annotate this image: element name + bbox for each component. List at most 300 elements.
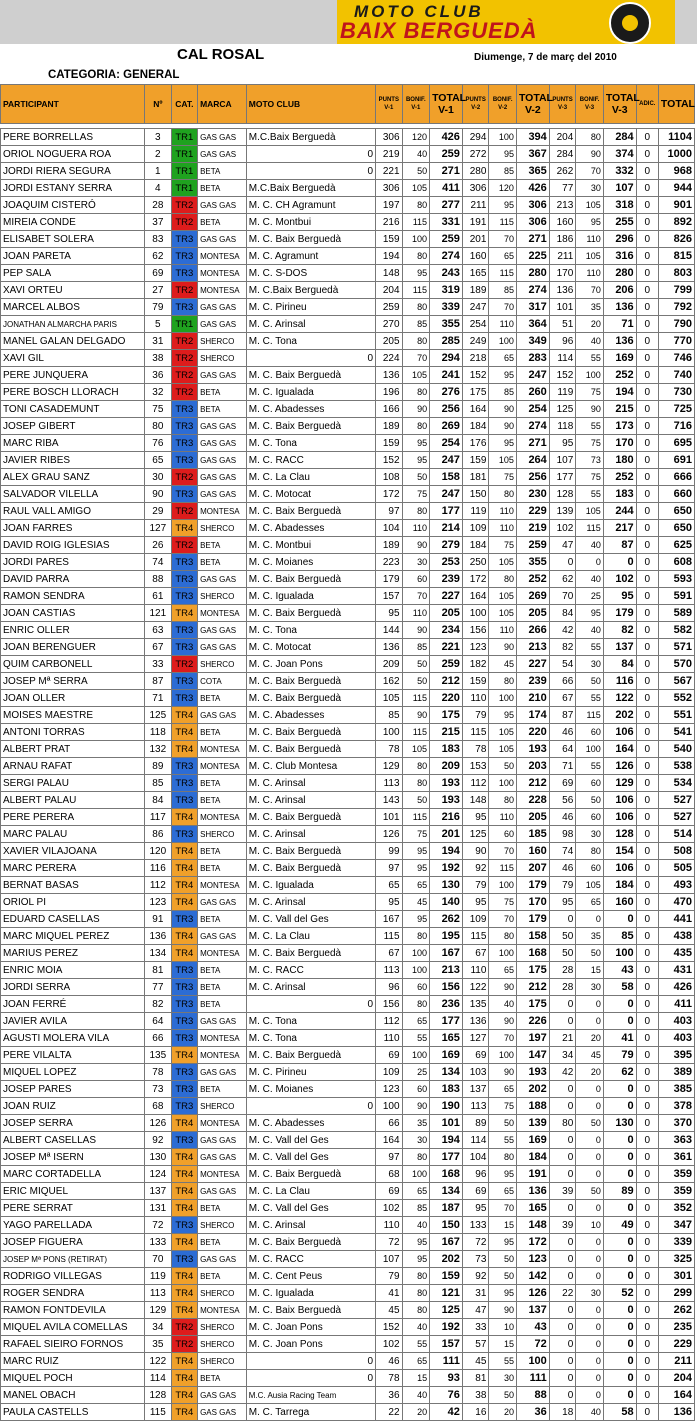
cell-total-v2: 283 xyxy=(516,350,549,367)
cell-grand-total: 746 xyxy=(658,350,694,367)
cell-adic: 0 xyxy=(636,401,658,418)
cell-marca: GAS GAS xyxy=(198,486,247,503)
cell-adic: 0 xyxy=(636,605,658,622)
cell-club: M. C. Igualada xyxy=(246,384,375,401)
cell-marca: GAS GAS xyxy=(198,571,247,588)
cell-bonif-v3: 55 xyxy=(576,418,604,435)
cell-participant: ALBERT PALAU xyxy=(1,792,145,809)
table-row xyxy=(1,758,695,775)
cell-number: 27 xyxy=(145,282,171,299)
cell-club: M. C. Arinsal xyxy=(246,894,375,911)
cell-grand-total: 1104 xyxy=(658,129,694,146)
cell-bonif-v3: 0 xyxy=(576,1098,604,1115)
cell-bonif-v3: 105 xyxy=(576,877,604,894)
cell-marca: GAS GAS xyxy=(198,1404,247,1421)
cell-bonif-v2: 90 xyxy=(489,1064,517,1081)
cell-total-v3: 82 xyxy=(603,622,636,639)
cell-total-v1: 259 xyxy=(430,146,463,163)
cell-bonif-v3: 50 xyxy=(576,792,604,809)
cell-punts-v2: 100 xyxy=(462,605,488,622)
table-row xyxy=(1,452,695,469)
cell-bonif-v1: 80 xyxy=(402,1285,430,1302)
cell-punts-v1: 46 xyxy=(376,1353,402,1370)
cell-punts-v3: 0 xyxy=(549,1234,575,1251)
cell-total-v2: 148 xyxy=(516,1217,549,1234)
cell-punts-v2: 47 xyxy=(462,1302,488,1319)
cell-bonif-v3: 0 xyxy=(576,1013,604,1030)
cell-total-v2: 274 xyxy=(516,418,549,435)
cell-club: M. C. Baix Berguedà xyxy=(246,1047,375,1064)
cell-punts-v1: 113 xyxy=(376,962,402,979)
cell-club: M. C. Tona xyxy=(246,435,375,452)
cell-category: TR2 xyxy=(171,350,197,367)
cell-total-v2: 271 xyxy=(516,435,549,452)
cell-punts-v1: 105 xyxy=(376,690,402,707)
cell-punts-v2: 250 xyxy=(462,554,488,571)
cell-bonif-v3: 73 xyxy=(576,452,604,469)
cell-bonif-v2: 70 xyxy=(489,299,517,316)
cell-total-v3: 0 xyxy=(603,1098,636,1115)
cell-punts-v3: 0 xyxy=(549,1166,575,1183)
cell-participant: JONATHAN ALMARCHA PARIS xyxy=(1,316,145,333)
cell-number: 5 xyxy=(145,316,171,333)
cell-marca: BETA xyxy=(198,214,247,231)
cell-total-v3: 89 xyxy=(603,1183,636,1200)
cell-punts-v1: 259 xyxy=(376,299,402,316)
cell-punts-v3: 39 xyxy=(549,1217,575,1234)
cell-bonif-v2: 100 xyxy=(489,129,517,146)
cell-total-v1: 159 xyxy=(430,1268,463,1285)
cell-number: 35 xyxy=(145,1336,171,1353)
cell-bonif-v2: 80 xyxy=(489,928,517,945)
cell-adic: 0 xyxy=(636,486,658,503)
cell-bonif-v3: 20 xyxy=(576,1064,604,1081)
cell-adic: 0 xyxy=(636,1149,658,1166)
cell-bonif-v2: 95 xyxy=(489,1285,517,1302)
cell-punts-v1: 101 xyxy=(376,809,402,826)
cell-participant: RAFAEL SIEIRO FORNOS xyxy=(1,1336,145,1353)
cell-bonif-v3: 0 xyxy=(576,1234,604,1251)
cell-total-v3: 0 xyxy=(603,1132,636,1149)
cell-punts-v2: 90 xyxy=(462,843,488,860)
cell-adic: 0 xyxy=(636,1251,658,1268)
cell-participant: JAVIER AVILA xyxy=(1,1013,145,1030)
cell-marca: SHERCO xyxy=(198,350,247,367)
cell-club: M. C. La Clau xyxy=(246,928,375,945)
cell-club: M. C. Baix Berguedà xyxy=(246,724,375,741)
cell-punts-v3: 82 xyxy=(549,639,575,656)
cell-total-v1: 177 xyxy=(430,503,463,520)
cell-marca: MONTESA xyxy=(198,877,247,894)
cell-total-v2: 136 xyxy=(516,1183,549,1200)
cell-total-v3: 252 xyxy=(603,367,636,384)
cell-marca: GAS GAS xyxy=(198,418,247,435)
cell-bonif-v2: 90 xyxy=(489,401,517,418)
cell-number: 118 xyxy=(145,724,171,741)
cell-bonif-v3: 90 xyxy=(576,146,604,163)
cell-punts-v3: 107 xyxy=(549,452,575,469)
table-row xyxy=(1,639,695,656)
col-total-v2: TOTAL V-2 xyxy=(516,85,549,124)
cell-participant: JOSEP Mª SERRA xyxy=(1,673,145,690)
cell-marca: GAS GAS xyxy=(198,197,247,214)
table-row xyxy=(1,843,695,860)
event-title: CAL ROSAL xyxy=(177,46,265,63)
cell-grand-total: 582 xyxy=(658,622,694,639)
cell-grand-total: 790 xyxy=(658,316,694,333)
cell-adic: 0 xyxy=(636,350,658,367)
cell-total-v3: 129 xyxy=(603,775,636,792)
cell-category: TR3 xyxy=(171,588,197,605)
col-bonif-v3: BONIF. V-3 xyxy=(576,85,604,124)
cell-number: 81 xyxy=(145,962,171,979)
cell-participant: AGUSTI MOLERA VILA xyxy=(1,1030,145,1047)
cell-bonif-v1: 80 xyxy=(402,928,430,945)
cell-bonif-v3: 0 xyxy=(576,996,604,1013)
cell-bonif-v1: 80 xyxy=(402,996,430,1013)
cell-bonif-v2: 75 xyxy=(489,537,517,554)
cell-participant: JOAN FERRÉ xyxy=(1,996,145,1013)
cell-bonif-v2: 100 xyxy=(489,877,517,894)
cell-category: TR4 xyxy=(171,707,197,724)
cell-adic: 0 xyxy=(636,1370,658,1387)
cell-total-v2: 355 xyxy=(516,554,549,571)
cell-number: 4 xyxy=(145,180,171,197)
cell-punts-v3: 128 xyxy=(549,486,575,503)
cell-adic: 0 xyxy=(636,197,658,214)
cell-total-v2: 247 xyxy=(516,367,549,384)
cell-total-v1: 355 xyxy=(430,316,463,333)
table-row xyxy=(1,1268,695,1285)
cell-club: M. C. Igualada xyxy=(246,588,375,605)
cell-marca: SHERCO xyxy=(198,588,247,605)
cell-punts-v2: 69 xyxy=(462,1047,488,1064)
table-row xyxy=(1,1115,695,1132)
cell-total-v3: 58 xyxy=(603,979,636,996)
cell-marca: GAS GAS xyxy=(198,129,247,146)
cell-total-v3: 173 xyxy=(603,418,636,435)
cell-category: TR4 xyxy=(171,860,197,877)
cell-marca: BETA xyxy=(198,724,247,741)
table-row xyxy=(1,418,695,435)
cell-punts-v3: 79 xyxy=(549,877,575,894)
cell-punts-v2: 109 xyxy=(462,911,488,928)
cell-punts-v2: 79 xyxy=(462,707,488,724)
cell-total-v2: 225 xyxy=(516,248,549,265)
cell-marca: MONTESA xyxy=(198,758,247,775)
cell-marca: BETA xyxy=(198,554,247,571)
cell-adic: 0 xyxy=(636,384,658,401)
cell-punts-v2: 294 xyxy=(462,129,488,146)
cell-bonif-v1: 115 xyxy=(402,282,430,299)
cell-adic: 0 xyxy=(636,928,658,945)
cell-number: 116 xyxy=(145,860,171,877)
cell-punts-v1: 179 xyxy=(376,571,402,588)
table-row xyxy=(1,1064,695,1081)
cell-bonif-v1: 105 xyxy=(402,741,430,758)
cell-total-v3: 126 xyxy=(603,758,636,775)
cell-grand-total: 493 xyxy=(658,877,694,894)
cell-participant: MIQUEL LOPEZ xyxy=(1,1064,145,1081)
cell-punts-v3: 46 xyxy=(549,809,575,826)
cell-adic: 0 xyxy=(636,282,658,299)
cell-adic: 0 xyxy=(636,537,658,554)
cell-bonif-v3: 75 xyxy=(576,384,604,401)
cell-club: 0 xyxy=(246,1370,375,1387)
cell-grand-total: 395 xyxy=(658,1047,694,1064)
cell-number: 92 xyxy=(145,1132,171,1149)
cell-total-v3: 316 xyxy=(603,248,636,265)
cell-club: M. C. RACC xyxy=(246,1251,375,1268)
cell-club: M. C. Baix Berguedà xyxy=(246,1234,375,1251)
table-row xyxy=(1,894,695,911)
cell-bonif-v1: 25 xyxy=(402,1064,430,1081)
cell-bonif-v2: 100 xyxy=(489,945,517,962)
cell-punts-v2: 95 xyxy=(462,1200,488,1217)
cell-punts-v1: 85 xyxy=(376,707,402,724)
cell-grand-total: 716 xyxy=(658,418,694,435)
cell-total-v3: 49 xyxy=(603,1217,636,1234)
cell-punts-v2: 78 xyxy=(462,741,488,758)
cell-participant: PERE PERERA xyxy=(1,809,145,826)
cell-punts-v1: 197 xyxy=(376,197,402,214)
cell-marca: SHERCO xyxy=(198,1217,247,1234)
cell-adic: 0 xyxy=(636,248,658,265)
cell-grand-total: 370 xyxy=(658,1115,694,1132)
cell-bonif-v1: 115 xyxy=(402,690,430,707)
cell-adic: 0 xyxy=(636,622,658,639)
cell-total-v1: 175 xyxy=(430,707,463,724)
cell-total-v1: 140 xyxy=(430,894,463,911)
cell-punts-v3: 67 xyxy=(549,690,575,707)
cell-bonif-v2: 75 xyxy=(489,1098,517,1115)
cell-total-v3: 0 xyxy=(603,1081,636,1098)
cell-category: TR4 xyxy=(171,843,197,860)
cell-total-v1: 271 xyxy=(430,163,463,180)
cell-number: 126 xyxy=(145,1115,171,1132)
cell-number: 69 xyxy=(145,265,171,282)
cell-category: TR2 xyxy=(171,1336,197,1353)
cell-total-v1: 194 xyxy=(430,1132,463,1149)
cell-participant: RAMON FONTDEVILA xyxy=(1,1302,145,1319)
cell-punts-v1: 270 xyxy=(376,316,402,333)
cell-marca: BETA xyxy=(198,690,247,707)
cell-total-v2: 205 xyxy=(516,809,549,826)
table-row xyxy=(1,1336,695,1353)
cell-punts-v3: 21 xyxy=(549,1030,575,1047)
cell-total-v1: 194 xyxy=(430,843,463,860)
cell-bonif-v1: 95 xyxy=(402,1234,430,1251)
table-row xyxy=(1,1234,695,1251)
cell-punts-v3: 22 xyxy=(549,1285,575,1302)
cell-bonif-v2: 105 xyxy=(489,724,517,741)
cell-total-v1: 42 xyxy=(430,1404,463,1421)
cell-category: TR3 xyxy=(171,418,197,435)
cell-punts-v1: 107 xyxy=(376,1251,402,1268)
table-row xyxy=(1,129,695,146)
cell-number: 31 xyxy=(145,333,171,350)
cell-marca: BETA xyxy=(198,163,247,180)
cell-number: 34 xyxy=(145,1319,171,1336)
cell-number: 76 xyxy=(145,435,171,452)
cell-bonif-v2: 75 xyxy=(489,894,517,911)
cell-grand-total: 571 xyxy=(658,639,694,656)
cell-grand-total: 426 xyxy=(658,979,694,996)
cell-punts-v3: 95 xyxy=(549,894,575,911)
cell-bonif-v3: 60 xyxy=(576,809,604,826)
cell-bonif-v3: 20 xyxy=(576,316,604,333)
cell-bonif-v3: 0 xyxy=(576,1268,604,1285)
cell-participant: SALVADOR VILELLA xyxy=(1,486,145,503)
cell-total-v2: 213 xyxy=(516,639,549,656)
cell-punts-v1: 95 xyxy=(376,605,402,622)
cell-grand-total: 527 xyxy=(658,809,694,826)
cell-bonif-v2: 85 xyxy=(489,384,517,401)
cell-bonif-v2: 90 xyxy=(489,979,517,996)
table-row xyxy=(1,163,695,180)
cell-total-v2: 207 xyxy=(516,860,549,877)
cell-bonif-v1: 100 xyxy=(402,1166,430,1183)
cell-category: TR4 xyxy=(171,1166,197,1183)
cell-bonif-v2: 95 xyxy=(489,1234,517,1251)
cell-grand-total: 229 xyxy=(658,1336,694,1353)
cell-total-v1: 187 xyxy=(430,1200,463,1217)
table-row xyxy=(1,146,695,163)
cell-category: TR4 xyxy=(171,1302,197,1319)
cell-bonif-v1: 70 xyxy=(402,350,430,367)
cell-bonif-v2: 55 xyxy=(489,1353,517,1370)
cell-grand-total: 540 xyxy=(658,741,694,758)
cell-number: 136 xyxy=(145,928,171,945)
cell-bonif-v1: 50 xyxy=(402,792,430,809)
cell-total-v2: 367 xyxy=(516,146,549,163)
cell-bonif-v3: 30 xyxy=(576,826,604,843)
cell-category: TR3 xyxy=(171,265,197,282)
cell-number: 79 xyxy=(145,299,171,316)
cell-punts-v3: 152 xyxy=(549,367,575,384)
cell-total-v1: 165 xyxy=(430,1030,463,1047)
cell-grand-total: 1000 xyxy=(658,146,694,163)
cell-category: TR3 xyxy=(171,962,197,979)
cell-total-v3: 255 xyxy=(603,214,636,231)
cell-category: TR3 xyxy=(171,1013,197,1030)
cell-participant: PERE BOSCH LLORACH xyxy=(1,384,145,401)
cell-total-v3: 206 xyxy=(603,282,636,299)
cell-total-v1: 213 xyxy=(430,962,463,979)
cell-punts-v1: 136 xyxy=(376,367,402,384)
cell-bonif-v3: 60 xyxy=(576,775,604,792)
cell-participant: DAVID ROIG IGLESIAS xyxy=(1,537,145,554)
cell-punts-v2: 103 xyxy=(462,1064,488,1081)
cell-bonif-v2: 110 xyxy=(489,622,517,639)
cell-total-v1: 205 xyxy=(430,605,463,622)
cell-total-v1: 169 xyxy=(430,1047,463,1064)
cell-bonif-v1: 65 xyxy=(402,1183,430,1200)
cell-total-v3: 0 xyxy=(603,1319,636,1336)
cell-adic: 0 xyxy=(636,877,658,894)
cell-bonif-v2: 95 xyxy=(489,367,517,384)
cell-total-v1: 243 xyxy=(430,265,463,282)
table-row xyxy=(1,690,695,707)
cell-participant: RAUL VALL AMIGO xyxy=(1,503,145,520)
cell-bonif-v3: 25 xyxy=(576,588,604,605)
cell-adic: 0 xyxy=(636,775,658,792)
cell-bonif-v1: 80 xyxy=(402,248,430,265)
cell-participant: JOSEP PARES xyxy=(1,1081,145,1098)
cell-total-v1: 76 xyxy=(430,1387,463,1404)
cell-bonif-v2: 50 xyxy=(489,1251,517,1268)
cell-bonif-v2: 80 xyxy=(489,1149,517,1166)
cell-bonif-v3: 75 xyxy=(576,435,604,452)
cell-bonif-v1: 100 xyxy=(402,945,430,962)
cell-bonif-v1: 95 xyxy=(402,435,430,452)
cell-bonif-v2: 50 xyxy=(489,758,517,775)
cell-participant: JOSEP SERRA xyxy=(1,1115,145,1132)
cell-bonif-v1: 80 xyxy=(402,197,430,214)
cell-participant: SERGI PALAU xyxy=(1,775,145,792)
cell-marca: GAS GAS xyxy=(198,367,247,384)
cell-number: 127 xyxy=(145,520,171,537)
cell-punts-v2: 72 xyxy=(462,1234,488,1251)
cell-grand-total: 541 xyxy=(658,724,694,741)
cell-adic: 0 xyxy=(636,1336,658,1353)
table-row xyxy=(1,197,695,214)
cell-grand-total: 347 xyxy=(658,1217,694,1234)
cell-punts-v2: 81 xyxy=(462,1370,488,1387)
cell-total-v2: 172 xyxy=(516,1234,549,1251)
cell-number: 1 xyxy=(145,163,171,180)
cell-category: TR4 xyxy=(171,928,197,945)
cell-total-v3: 0 xyxy=(603,1370,636,1387)
table-row xyxy=(1,367,695,384)
cell-total-v2: 168 xyxy=(516,945,549,962)
cell-total-v2: 36 xyxy=(516,1404,549,1421)
cell-club: M. C. Baix Berguedà xyxy=(246,843,375,860)
cell-punts-v1: 69 xyxy=(376,1047,402,1064)
cell-total-v1: 209 xyxy=(430,758,463,775)
cell-number: 122 xyxy=(145,1353,171,1370)
cell-participant: JOSEP Mª ISERN xyxy=(1,1149,145,1166)
cell-bonif-v1: 70 xyxy=(402,588,430,605)
cell-punts-v2: 184 xyxy=(462,537,488,554)
cell-total-v1: 426 xyxy=(430,129,463,146)
cell-total-v1: 236 xyxy=(430,996,463,1013)
col-punts-v2: PUNTS V-2 xyxy=(462,85,488,124)
cell-participant: MARC RUIZ xyxy=(1,1353,145,1370)
cell-category: TR4 xyxy=(171,1370,197,1387)
cell-bonif-v2: 15 xyxy=(489,1217,517,1234)
cell-participant: JOAN PARETA xyxy=(1,248,145,265)
cell-bonif-v1: 80 xyxy=(402,758,430,775)
cell-total-v3: 137 xyxy=(603,639,636,656)
cell-category: TR3 xyxy=(171,486,197,503)
cell-category: TR4 xyxy=(171,1149,197,1166)
cell-punts-v3: 74 xyxy=(549,843,575,860)
cell-punts-v3: 47 xyxy=(549,537,575,554)
cell-punts-v3: 42 xyxy=(549,622,575,639)
cell-total-v1: 247 xyxy=(430,452,463,469)
cell-punts-v1: 110 xyxy=(376,1030,402,1047)
cell-bonif-v2: 95 xyxy=(489,1166,517,1183)
cell-number: 64 xyxy=(145,1013,171,1030)
cell-total-v1: 259 xyxy=(430,656,463,673)
cell-bonif-v2: 65 xyxy=(489,1081,517,1098)
cell-punts-v1: 189 xyxy=(376,537,402,554)
cell-total-v1: 167 xyxy=(430,945,463,962)
cell-punts-v3: 46 xyxy=(549,724,575,741)
cell-total-v3: 180 xyxy=(603,452,636,469)
cell-marca: GAS GAS xyxy=(198,622,247,639)
